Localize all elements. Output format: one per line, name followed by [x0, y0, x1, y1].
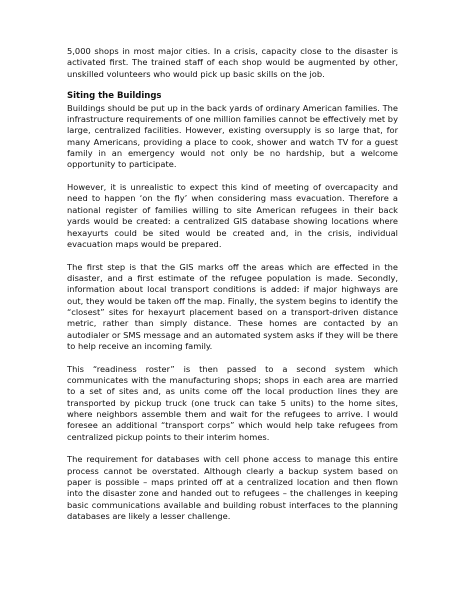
intro-paragraph: 5,000 shops in most major cities. In a crisis, capacity close to the disaster is activated first. The trained staff of each shop would be augmented by other, unskilled volunteers who would pick up basic skills on the job. — [67, 46, 398, 79]
document-page — [67, 46, 398, 534]
paragraph-2: However, it is unrealistic to expect this kind of meeting of overcapacity and need to happen ‘on the fly’ when considering mass evacuation. Therefore a national register of families willing to site American refugees in their back yards would be created: a centralized GIS database showing locations where hexayurts could be sited would be created and, in the crisis, individual evacuation maps would be prepared. — [67, 182, 398, 249]
paragraph-1: Buildings should be put up in the back yards of ordinary American families. The infrastructure requirements of one million families cannot be effectively met by large, centralized facilities. However, existing oversupply is so large that, for many Americans, providing a place to cook, shower and watch TV for a guest family in an emergency would not only be no hardship, but a welcome opportunity to participate. — [67, 102, 398, 170]
paragraph-4: This “readiness roster” is then passed to a second system which communicates with the manufacturing shops; shops in each area are married to a set of sites and, as units come off the local production lines they are transported by pickup truck (one truck can take 5 units) to the home sites, where neighbors assemble them and wait for the refugees to arrive. I would foresee an additional “transport corps” which would help take refugees from centralized pickup points to their interim homes. — [67, 363, 398, 442]
section-heading: Siting the Buildings — [67, 91, 162, 102]
paragraph-3: The first step is that the GIS marks off the areas which are effected in the disaster, and a first estimate of the refugee population is made. Secondly, information about local transport conditions is added: if major highways are out, they would be taken off the map. Finally, the system begins to identify the “closest” sites for hexayurt placement based on a transport-driven distance metric, rather than simply distance. These homes are contacted by an autodialer or SMS message and an automated system asks if they will be there to help receive an incoming family. — [67, 261, 398, 351]
paragraph-5: The requirement for databases with cell phone access to manage this entire process cannot be overstated. Although clearly a backup system based on paper is possible – maps printed off at a centralized location and then flown into the disaster zone and handed out to refugees – the challenges in keeping basic communications available and building robust interfaces to the planning databases are likely a lesser challenge. — [67, 454, 398, 522]
